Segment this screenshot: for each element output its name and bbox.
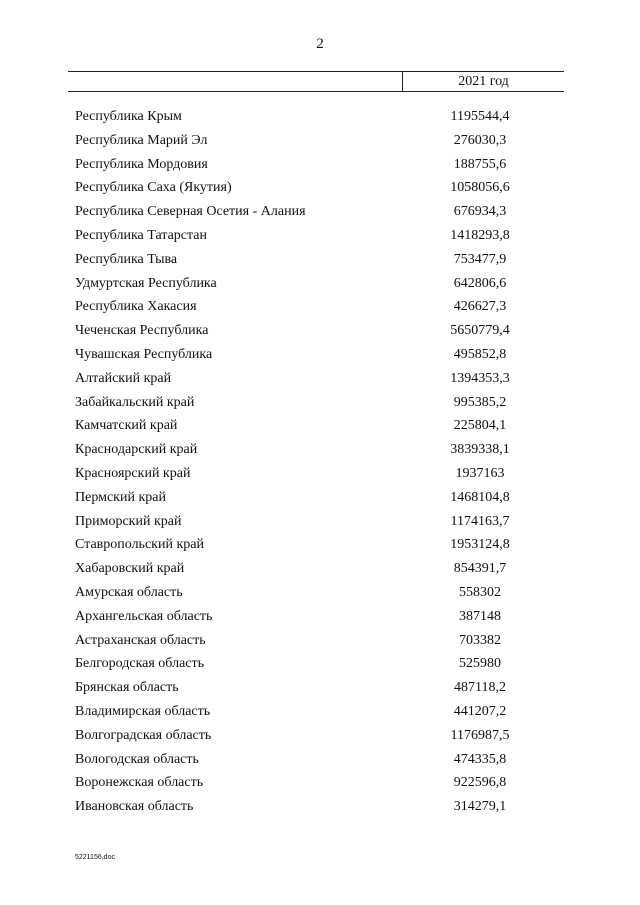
region-value: 1195544,4 <box>450 109 510 124</box>
region-value: 676934,3 <box>453 204 507 220</box>
region-value: 1174163,7 <box>450 513 510 529</box>
page-number: 2 <box>316 36 324 52</box>
region-name: Забайкальский край <box>75 394 195 410</box>
region-name: Алтайский край <box>75 370 172 386</box>
region-name: Владимирская область <box>75 703 211 719</box>
region-name: Республика Марий Эл <box>75 132 208 148</box>
region-name: Республика Хакасия <box>75 299 197 315</box>
table-row <box>0 535 640 559</box>
region-value: 474335,8 <box>453 751 507 767</box>
region-name: Амурская область <box>75 584 183 600</box>
region-name: Чеченская Республика <box>75 323 209 339</box>
region-name: Волгоградская область <box>75 727 212 743</box>
region-name: Вологодская область <box>75 751 199 767</box>
region-name: Пермский край <box>75 489 166 505</box>
table-row <box>0 678 640 702</box>
region-value: 441207,2 <box>453 703 507 719</box>
region-name: Ставропольский край <box>75 537 204 553</box>
table-row <box>0 250 640 274</box>
region-name: Республика Саха (Якутия) <box>75 180 232 196</box>
column-header-year: 2021 год <box>458 74 509 89</box>
table-row <box>0 155 640 179</box>
table-row <box>0 202 640 226</box>
table-row <box>0 607 640 631</box>
region-value: 1176987,5 <box>450 727 510 743</box>
region-value: 642806,6 <box>453 275 507 291</box>
table-row <box>0 321 640 345</box>
region-value: 495852,8 <box>453 346 507 362</box>
region-value: 1418293,8 <box>450 227 510 243</box>
table-row <box>0 773 640 797</box>
table-row <box>0 297 640 321</box>
region-value: 487118,2 <box>454 680 506 696</box>
region-value: 922596,8 <box>453 775 507 791</box>
table-row <box>0 512 640 536</box>
table-row <box>0 583 640 607</box>
region-name: Республика Мордовия <box>75 156 208 172</box>
region-value: 3839338,1 <box>450 442 510 458</box>
region-value: 1937163 <box>455 465 505 481</box>
region-name: Ивановская область <box>75 799 194 815</box>
table-row <box>0 726 640 750</box>
table-row <box>0 750 640 774</box>
table-row <box>0 393 640 417</box>
region-value: 995385,2 <box>453 394 507 410</box>
table-row <box>0 131 640 155</box>
region-value: 854391,7 <box>453 561 507 577</box>
region-name: Республика Татарстан <box>75 227 208 243</box>
table-row <box>0 416 640 440</box>
table-row <box>0 631 640 655</box>
table-row <box>0 797 640 821</box>
region-value: 1468104,8 <box>450 489 510 505</box>
table-row <box>0 274 640 298</box>
table-row <box>0 464 640 488</box>
table-header <box>68 71 564 92</box>
region-value: 276030,3 <box>453 132 507 148</box>
region-name: Чувашская Республика <box>75 346 213 362</box>
region-value: 225804,1 <box>453 418 507 434</box>
region-name: Хабаровский край <box>75 561 185 577</box>
region-value: 558302 <box>459 584 501 600</box>
region-name: Брянская область <box>75 680 179 696</box>
region-value: 703382 <box>459 632 501 648</box>
table-row <box>0 488 640 512</box>
table-row <box>0 345 640 369</box>
region-name: Красноярский край <box>75 465 191 481</box>
footer-doc-name: 5221156.doc <box>75 854 115 861</box>
region-table <box>0 107 640 821</box>
region-value: 525980 <box>459 656 501 672</box>
table-row <box>0 440 640 464</box>
region-name: Краснодарский край <box>75 442 198 458</box>
table-row <box>0 654 640 678</box>
region-name: Воронежская область <box>75 775 204 791</box>
region-value: 1953124,8 <box>450 537 510 553</box>
table-row <box>0 559 640 583</box>
table-row <box>0 702 640 726</box>
region-name: Республика Крым <box>75 109 182 124</box>
region-name: Астраханская область <box>75 632 206 648</box>
region-value: 426627,3 <box>453 299 507 315</box>
region-value: 188755,6 <box>453 156 507 172</box>
region-name: Приморский край <box>75 513 182 529</box>
region-name: Камчатский край <box>75 418 178 434</box>
region-name: Республика Северная Осетия - Алания <box>75 204 306 220</box>
region-value: 387148 <box>459 608 501 624</box>
region-value: 5650779,4 <box>450 323 510 339</box>
region-name: Республика Тыва <box>75 251 178 267</box>
region-value: 1058056,6 <box>450 180 510 196</box>
region-name: Удмуртская Республика <box>75 275 217 291</box>
table-row <box>0 178 640 202</box>
region-name: Архангельская область <box>75 608 213 624</box>
table-row <box>0 107 640 131</box>
region-name: Белгородская область <box>75 656 205 672</box>
region-value: 1394353,3 <box>450 370 510 386</box>
region-value: 314279,1 <box>453 799 507 815</box>
region-value: 753477,9 <box>453 251 507 267</box>
table-row <box>0 226 640 250</box>
table-row <box>0 369 640 393</box>
